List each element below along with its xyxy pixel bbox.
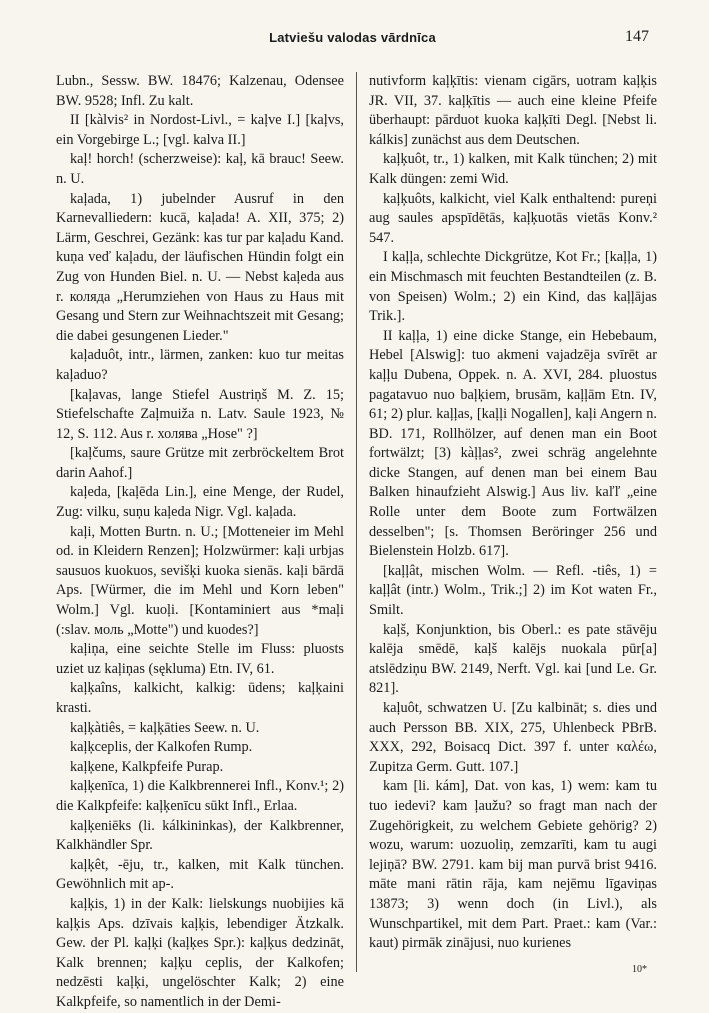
dictionary-entry: kaļ! horch! (scherzweise): kaļ, kā brauc! Seew. n. U. (56, 151, 344, 187)
dictionary-entry: I kaļļa, schlechte Dickgrütze, Kot Fr.; [kaļļa, 1) ein Mischmasch mit feuchten Bestandteilen (z. B. von Speisen) Wolm.; 2) ein Kind, das kaļļājas Trik.]. (369, 249, 657, 325)
dictionary-entry: kaļš, Konjunktion, bis Oberl.: es pate stāvēju kalēja smēdē, kaļš kalējs nuokala pūr[a] atslēdziņu BW. 2149, Nerft. Vgl. kai [und Le. Gr. 821]. (369, 621, 657, 697)
dictionary-entry: kaļada, 1) jubelnder Ausruf in den Karnevalliedern: kucā, kaļada! A. XII, 375; 2) Lärm, Geschrei, Gezänk: kas tur par kaļadu Kand. kuņa veď kaļadu, der läufischen Hündin folgt ein Zug von Hunden Biel. n. U. — Nebst kaļeda aus r. коляда „Herumziehen von Haus zu Haus mit Gesang und Stern zur Weihnachtszeit mit Gesang; die dabei gesungenen Lieder." (56, 190, 344, 344)
dictionary-entry: kaļķuôt, tr., 1) kalken, mit Kalk tünchen; 2) mit Kalk düngen: zemi Wid. (369, 151, 657, 187)
page-header (56, 30, 649, 54)
dictionary-entry: kaļķàtiês, = kaļķāties Seew. n. U. (70, 719, 260, 736)
dictionary-entry: kaļķene, Kalkpfeife Purap. (70, 758, 224, 775)
dictionary-entry: Lubn., Sessw. BW. 18476; Kalzenau, Odensee BW. 9528; Infl. Zu kalt. (56, 73, 344, 109)
dictionary-entry: kaļeda, [kaļēda Lin.], eine Menge, der Rudel, Zug: vilku, suņu kaļeda Nigr. Vgl. kaļada. (56, 484, 344, 521)
running-title: Latviešu valodas vārdnīca (269, 30, 436, 45)
dictionary-entry: kaļķis, 1) in der Kalk: lielskungs nuobijies kā kaļķis Aps. dzīvais kaļķis, lebendiger Ätzkalk. Gew. der Pl. kaļķi (kaļķes Spr.): kaļķus dedzināt, Kalk brennen; kaļķu ceplis, der Kalkofen; nedzēsti kaļķi, ungelöschter Kalk; 2) eine Kalkpfeife, so namentlich in der Demi- (56, 895, 344, 1010)
dictionary-entry: kaļiņa, eine seichte Stelle im Fluss: pluosts uziet uz kaļiņas (sękluma) Etn. IV, 61. (56, 641, 344, 677)
dictionary-entry: nutivform kaļķītis: vienam cigārs, uotram kaļķis JR. VII, 37. kaļķītis — auch eine kleine Pfeife überhaupt: pārduot kuoka kaļķīti Degl. [Nebst li. kálkis] zunächst aus dem Deutschen. (369, 73, 657, 148)
dictionary-columns (56, 72, 657, 1010)
dictionary-entry: II [kàlvis² in Nordost-Livl., = kaļve I.] [kaļvs, ein Vorgebirge L.; [vgl. kalva II.] (56, 112, 344, 148)
dictionary-entry: kaļķeniēks (li. kálkininkas), der Kalkbrenner, Kalkhändler Spr. (56, 817, 344, 854)
dictionary-entry: kaļuôt, schwatzen U. [Zu kalbināt; s. dies und auch Persson BB. XIX, 275, Uhlenbeck PBrB. XXX, 292, Boisacq Dict. 397 f. unter καλέω, Zupitza Germ. Gutt. 107.] (369, 700, 657, 775)
page-number: 147 (625, 28, 649, 45)
dictionary-entry: kam [li. kám], Dat. von kas, 1) wem: kam tu tuo iedevi? kam ļaužu? so fragt man nach der Zugehörigkeit, zu welchem Gebiete gehörig? 2) wozu, warum: uozuoliņ, zemzarīti, kam tu augi lejiņā? BW. 2791. kam bij man purvā brist 9416. māte mani rātin rāja, kam nejēmu līgaviņas 13873; 3) wenn doch (in Livl.), als Wunschpartikel, mit dem Part. Praet.: kam (Var.: kaut) pirmāk zinājusi, nuo kurienes (369, 778, 657, 952)
dictionary-entry: [kaļčums, saure Grütze mit zerbröckeltem Brot darin Aahof.] (56, 445, 344, 481)
dictionary-entry: kaļķceplis, der Kalkofen Rump. (70, 739, 253, 756)
dictionary-entry: kaļķaîns, kalkicht, kalkig: ūdens; kaļķaini krasti. (56, 680, 344, 716)
dictionary-entry: [kaļļât, mischen Wolm. — Refl. -tiês, 1) = kaļļât (intr.) Wolm., Trik.;] 2) im Kot waten Fr., Smilt. (369, 562, 657, 619)
dictionary-entry: kaļi, Motten Burtn. n. U.; [Motteneier im Mehl od. in Kleidern Renzen]; Holzwürmer: kaļi urbjas sausuos kuokuos, sevišķi kuoka sienās. kaļi bārdā Aps. [Würmer, die im Mehl und Korn leben" Wolm.] Vgl. kuoļi. [Kontaminiert aus *maļi (:slav. моль „Motte") und kuodes?] (56, 523, 344, 638)
dictionary-entry: kaļķuôts, kalkicht, viel Kalk enthaltend: pureņi aug saules apspīdētās, kaļķuotās vietās Konv.² 547. (369, 190, 657, 246)
dictionary-entry: II kaļļa, 1) eine dicke Stange, ein Hebebaum, Hebel [Alswig]: tuo akmeni vajadzēja svīrēt ar kaļļu Dubena, Oppek. n. A. XVI, 284. pluostus pagatavuo nuo baļķiem, brusām, kaļļām Etn. IV, 61; 2) plur. kaļļas, [kaļļi Nogallen], kaļi Angern n. BD. 171, Rollhölzer, auf denen man ein Boot fortwälzt; [3) kàļļas², zwei schräg angelehnte dicke Stangen, auf denen man bei einem Bau Balken hinaufzieht Alswig.] Aus liv. kaľľ „eine Rolle unter dem Boote zum Fortwälzen desselben"; [s. Thomsen Beröringer 256 und Bielenstein Holzb. 617]. (369, 327, 657, 560)
dictionary-entry: kaļaduôt, intr., lärmen, zanken: kuo tur meitas kaļaduo? (56, 347, 344, 383)
right-column (356, 72, 657, 972)
dictionary-entry: kaļķêt, -ēju, tr., kalken, mit Kalk tünchen. Gewöhnlich mit ap-. (56, 856, 344, 893)
left-column (56, 72, 356, 1010)
dictionary-entry: kaļķenīca, 1) die Kalkbrennerei Infl., Konv.¹; 2) die Kalkpfeife: kaļķenīcu sūkt Infl., Erlaa. (56, 778, 344, 814)
printer-signature: 10* (632, 964, 647, 975)
dictionary-entry: [kaļavas, lange Stiefel Austriņš M. Z. 15; Stiefelschafte Zaļmuiža n. Latv. Saule 1923, № 12, S. 112. Aus r. холява „Hose" ?] (56, 386, 344, 442)
